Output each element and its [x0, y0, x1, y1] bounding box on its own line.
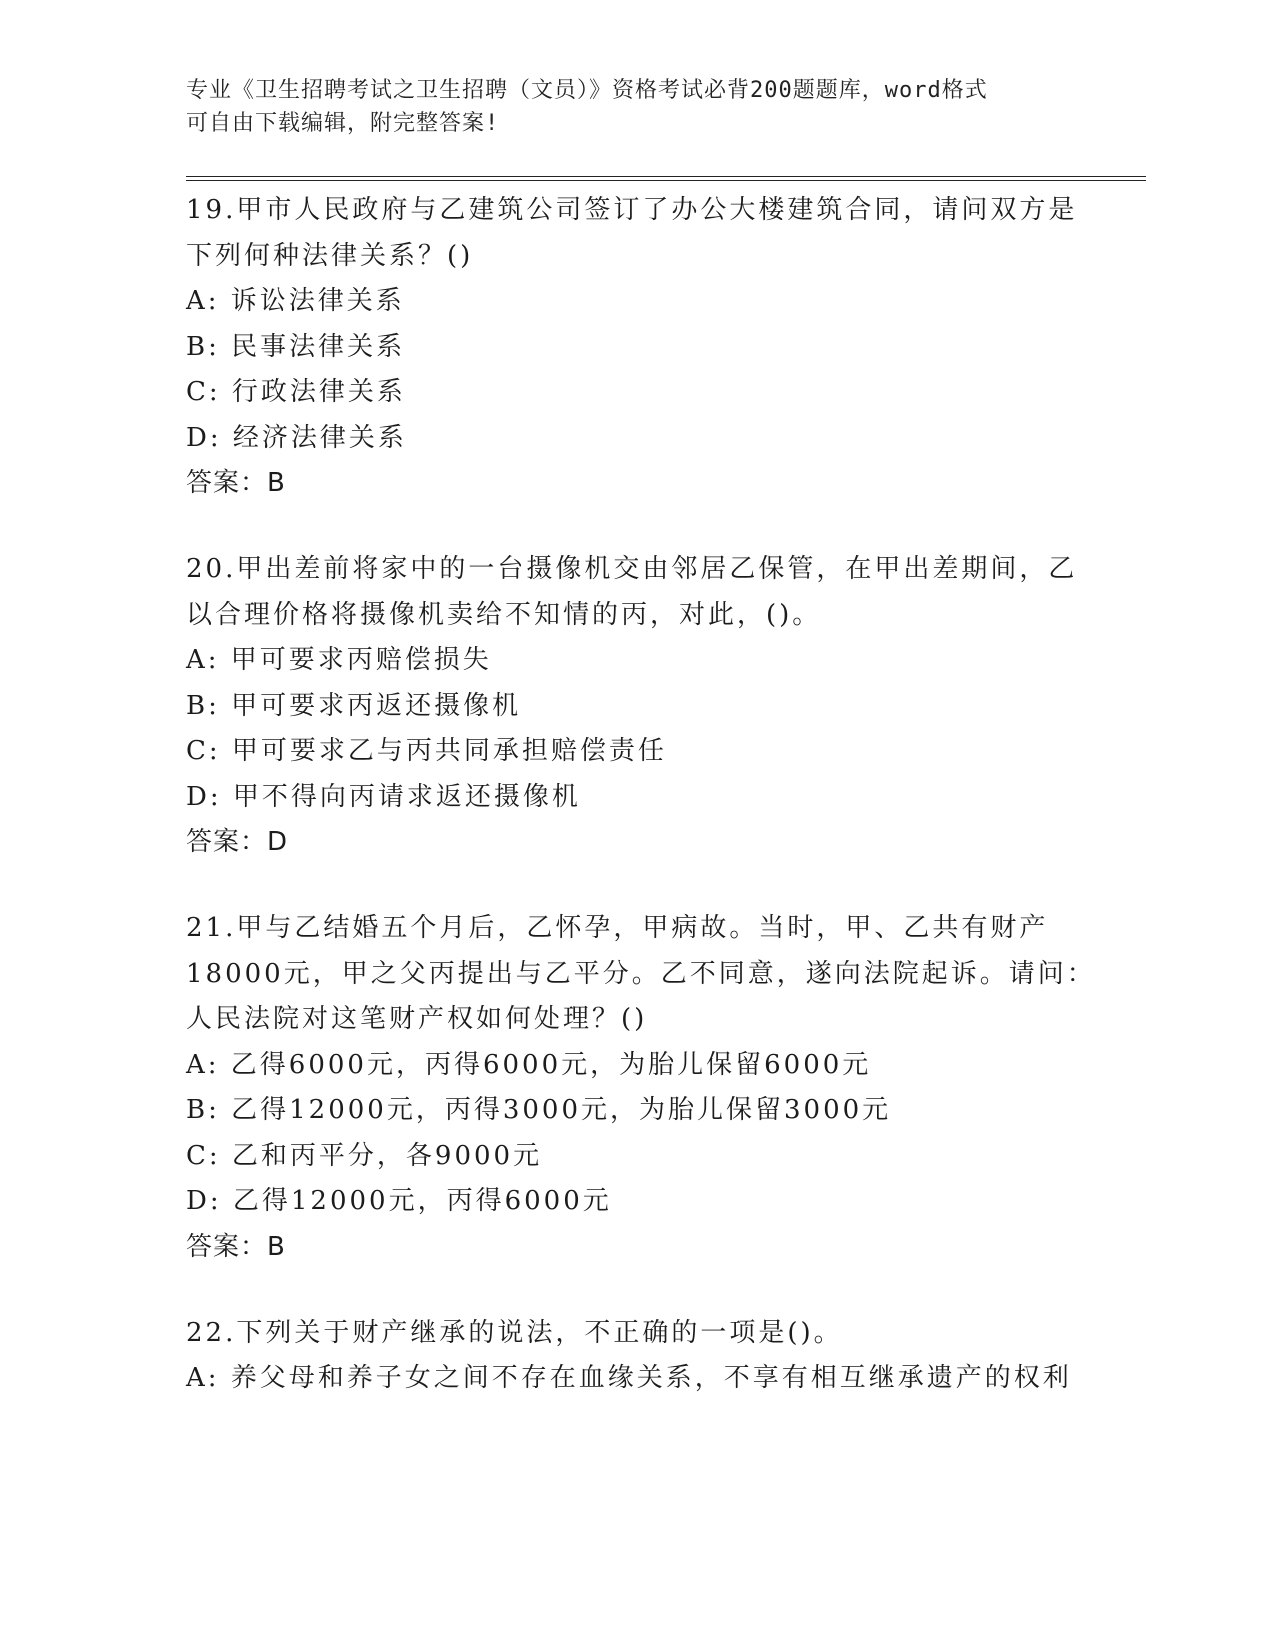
header-divider [186, 176, 1146, 181]
question-20 [186, 547, 1086, 865]
header-line-1: 专业《卫生招聘考试之卫生招聘（文员）》资格考试必背200题题库，word格式 [186, 78, 988, 103]
question-stem [186, 547, 1086, 638]
option-a: A: 甲可要求丙赔偿损失 [186, 645, 492, 675]
question-22 [186, 1311, 1086, 1402]
option-d: D: 经济法律关系 [186, 422, 407, 453]
document-header [186, 74, 1066, 140]
question-stem-line: 下列何种法律关系？() [186, 240, 474, 271]
option-b: B: 甲可要求丙返还摄像机 [186, 690, 522, 721]
option-b: B: 民事法律关系 [186, 331, 406, 362]
question-stem-line: 以合理价格将摄像机卖给不知情的丙，对此，()。 [186, 599, 822, 630]
question-stem-line: 21.甲与乙结婚五个月后，乙怀孕，甲病故。当时，甲、乙共有财产 [186, 913, 1049, 943]
question-21 [186, 906, 1096, 1270]
option-a: A: 诉讼法律关系 [186, 286, 405, 316]
question-19 [186, 188, 1086, 506]
question-stem [186, 188, 1086, 279]
question-stem-line: 20.甲出差前将家中的一台摄像机交由邻居乙保管，在甲出差期间，乙 [186, 554, 1078, 584]
option-d: D: 甲不得向丙请求返还摄像机 [186, 781, 581, 812]
question-stem-line: 人民法院对这笔财产权如何处理？() [186, 1004, 648, 1034]
question-list [186, 188, 1096, 1443]
option-d: D: 乙得12000元，丙得6000元 [186, 1186, 612, 1216]
question-stem-line: 22.下列关于财产继承的说法，不正确的一项是()。 [186, 1317, 843, 1348]
question-stem [186, 906, 1096, 1043]
answer: 答案：B [186, 468, 286, 498]
answer: 答案：D [186, 827, 289, 857]
question-stem-line: 19.甲市人民政府与乙建筑公司签订了办公大楼建筑合同，请问双方是 [186, 195, 1078, 225]
answer: 答案：B [186, 1231, 286, 1262]
header-line-2: 可自由下载编辑，附完整答案! [186, 111, 500, 136]
option-c: C: 甲可要求乙与丙共同承担赔偿责任 [186, 736, 667, 766]
question-stem [186, 1311, 1086, 1357]
option-a: A: 乙得6000元，丙得6000元，为胎儿保留6000元 [186, 1049, 872, 1080]
option-c: C: 乙和丙平分，各9000元 [186, 1140, 543, 1171]
option-a: A: 养父母和养子女之间不存在血缘关系，不享有相互继承遗产的权利 [186, 1363, 1072, 1393]
option-c: C: 行政法律关系 [186, 377, 406, 407]
option-b: B: 乙得12000元，丙得3000元，为胎儿保留3000元 [186, 1095, 892, 1125]
question-stem-line: 18000元，甲之父丙提出与乙平分。乙不同意，遂向法院起诉。请问： [186, 958, 1096, 989]
